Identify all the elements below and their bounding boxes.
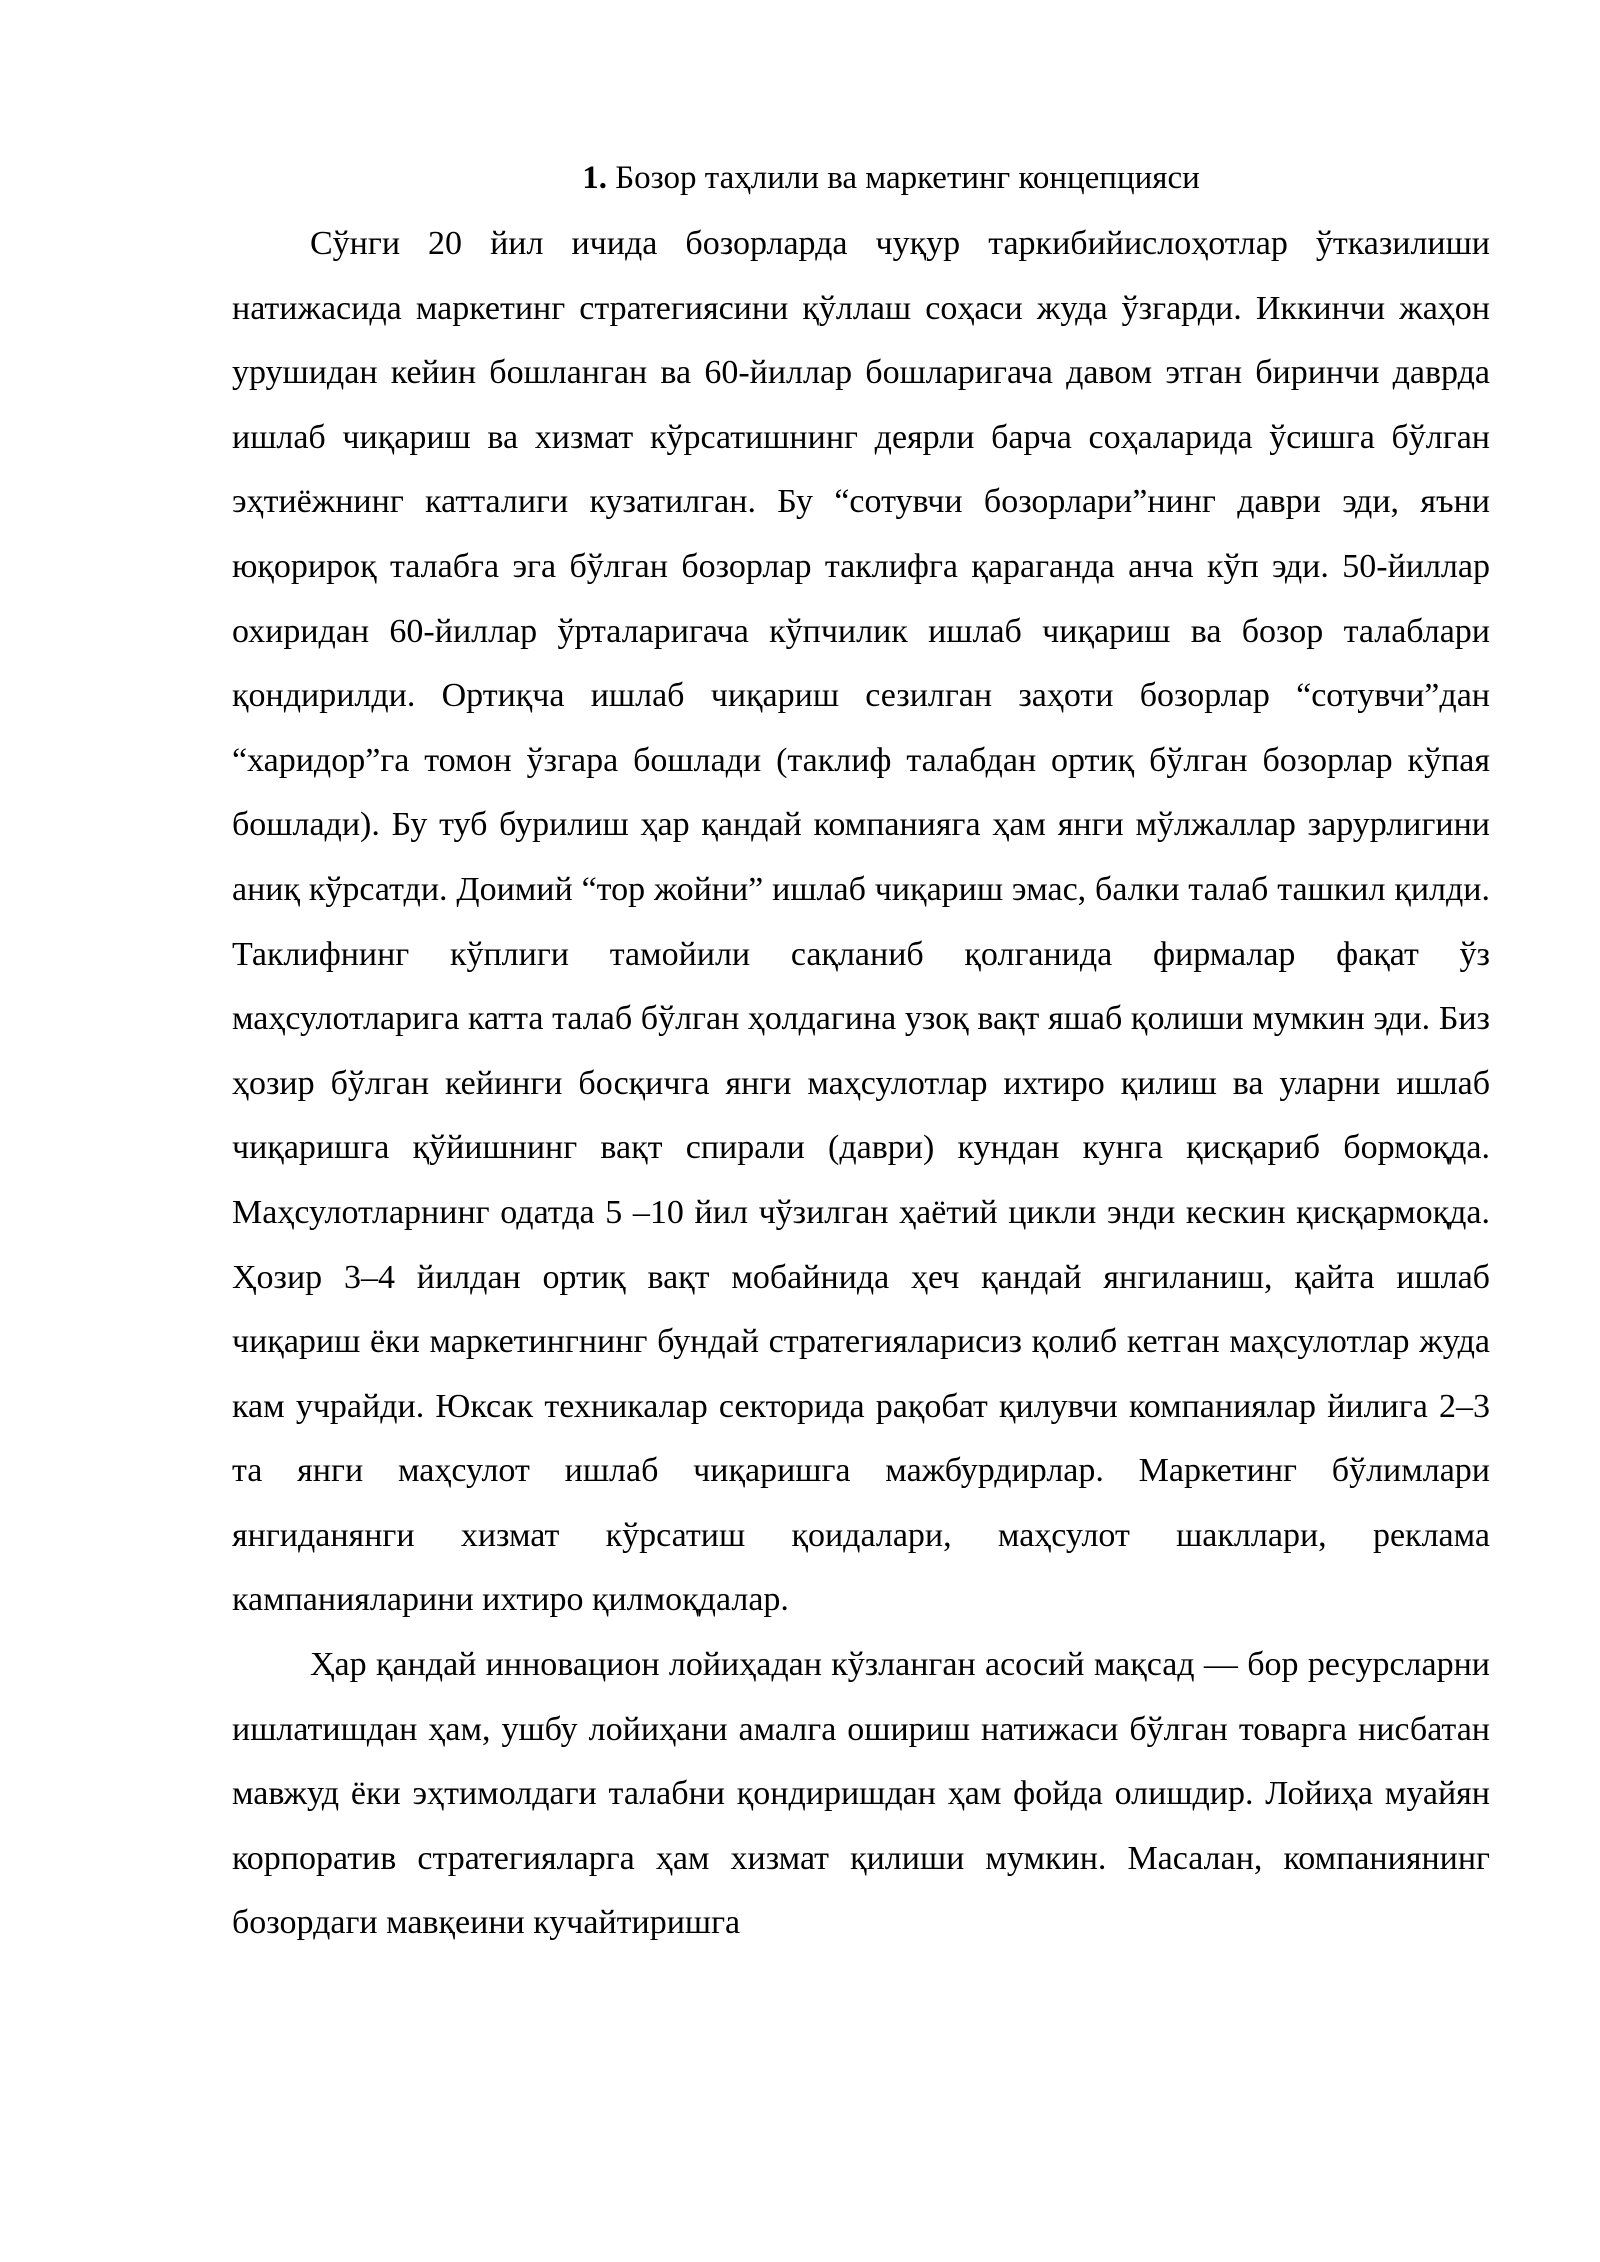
document-body bbox=[232, 148, 1490, 1956]
paragraph-2: Ҳар қандай инновацион лойиҳадан кўзланган асосий мақсад — бор ресурсларни ишлатишдан ҳам, ушбу лойиҳани амалга ошириш натижаси бўлган товарга нисбатан мавжуд ёки эҳтимолдаги талабни қондиришдан ҳам фойда олишдир. Лойиҳа муайян корпоратив стратегияларга ҳам хизмат қилиши мумкин. Масалан, компаниянинг бозордаги мавқеини кучайтиришга bbox=[232, 1646, 1490, 1942]
section-number: 1. bbox=[582, 160, 607, 196]
section-title: Бозор таҳлили ва маркетинг концепцияси bbox=[606, 160, 1200, 196]
paragraph-1: Сўнги 20 йил ичида бозорларда чуқур таркибийислоҳотлар ўтказилиши натижасида маркетинг стратегиясини қўллаш соҳаси жуда ўзгарди. Иккинчи жаҳон урушидан кейин бошланган ва 60-йиллар бошларигача давом этган биринчи даврда ишлаб чиқариш ва хизмат кўрсатишнинг деярли барча соҳаларида ўсишга бўлган эҳтиёжнинг катталиги кузатилган. Бу “сотувчи бозорлари”нинг даври эди, яъни юқорироқ талабга эга бўлган бозорлар таклифга қараганда анча кўп эди. 50-йиллар охиридан 60-йиллар ўрталаригача кўпчилик ишлаб чиқариш ва бозор талаблари қондирилди. Ортиқча ишлаб чиқариш сезилган заҳоти бозорлар “сотувчи”дан “харидор”га томон ўзгара бошлади (таклиф талабдан ортиқ бўлган бозорлар кўпая бошлади). Бу туб бурилиш ҳар қандай компанияга ҳам янги мўлжаллар зарурлигини аниқ кўрсатди. Доимий “тор жойни” ишлаб чиқариш эмас, балки талаб ташкил қилди. Таклифнинг кўплиги тамойили сақланиб қолганида фирмалар фақат ўз маҳсулотларига катта талаб бўлган ҳолдагина узоқ вақт яшаб қолиши мумкин эди. Биз ҳозир бўлган кейинги босқичга янги маҳсулотлар ихтиро қилиш ва уларни ишлаб чиқаришга қўйишнинг вақт спирали (даври) кундан кунга қисқариб бормоқда. Маҳсулотларнинг одатда 5 –10 йил чўзилган ҳаётий цикли энди кескин қисқармоқда. Ҳозир 3–4 йилдан ортиқ вақт мобайнида ҳеч қандай янгиланиш, қайта ишлаб чиқариш ёки маркетингнинг бундай стратегияларисиз қолиб кетган маҳсулотлар жуда кам учрайди. Юксак техникалар секторида рақобат қилувчи компаниялар йилига 2–3 та янги маҳсулот ишлаб чиқаришга мажбурдирлар. Маркетинг бўлимлари янгиданянги хизмат кўрсатиш қоидалари, маҳсулот шакллари, реклама кампанияларини ихтиро қилмоқдалар. bbox=[232, 225, 1490, 1619]
section-heading bbox=[232, 148, 1490, 208]
